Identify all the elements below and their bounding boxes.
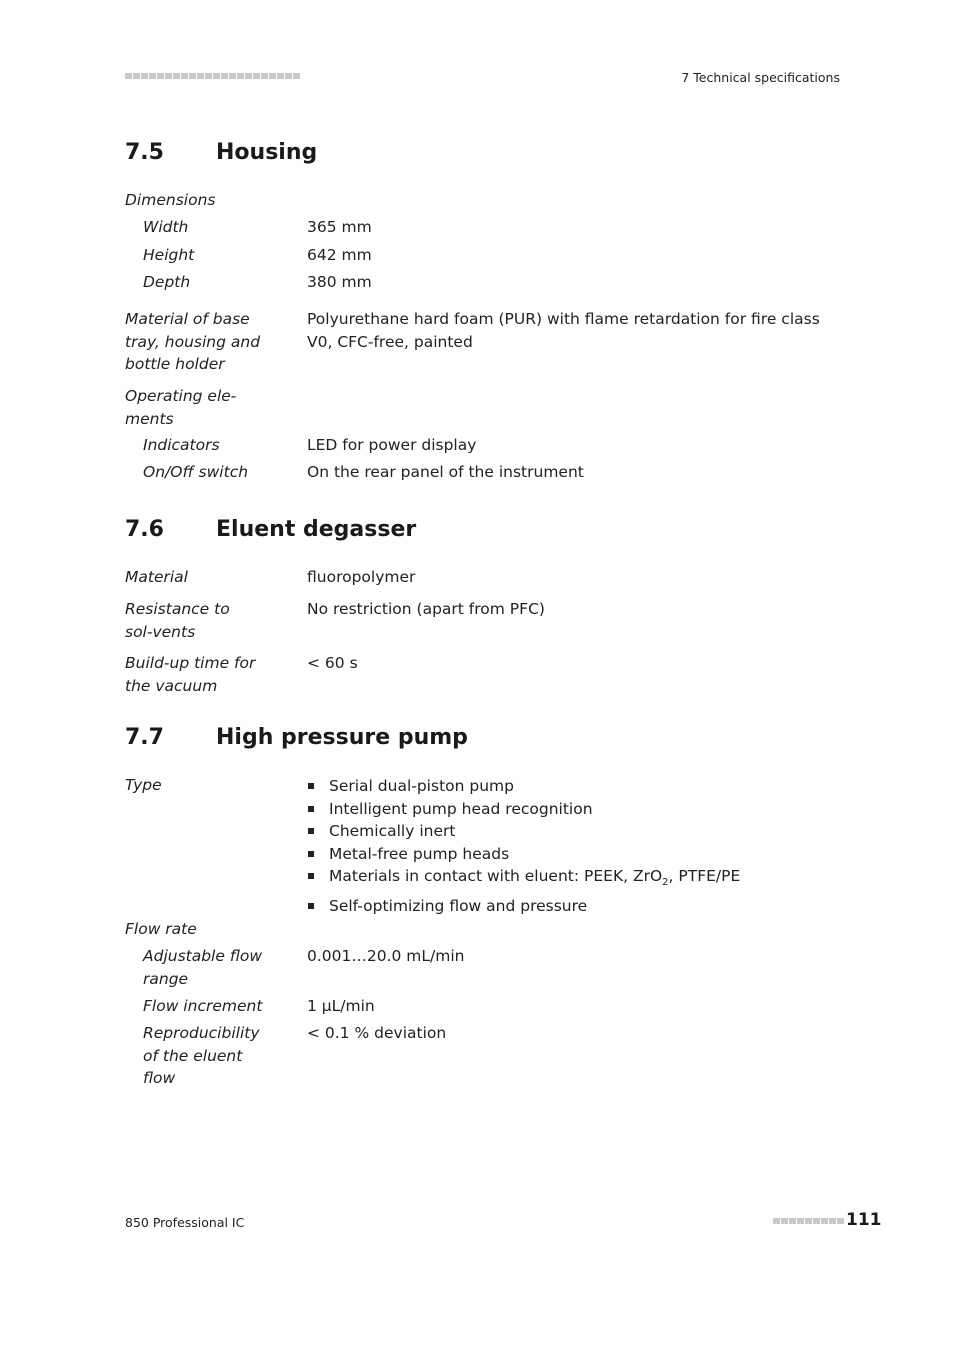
section-title: High pressure pump	[216, 725, 468, 750]
section-title: Eluent degasser	[216, 517, 417, 542]
page-number: 111	[846, 1210, 882, 1230]
spec-value-width: 365 mm	[307, 218, 372, 236]
spec-value-height: 642 mm	[307, 246, 372, 264]
type-feature-list	[307, 775, 740, 917]
spec-value-degasser-material: fluoropolymer	[307, 568, 416, 586]
spec-value-buildup-time: < 60 s	[307, 654, 358, 672]
spec-label-type: Type	[125, 776, 162, 794]
spec-label-dimensions: Dimensions	[125, 191, 216, 209]
spec-label-buildup-time: Build-up time for the vacuum	[125, 654, 256, 695]
spec-label-flow-increment: Flow increment	[143, 997, 263, 1015]
spec-value-adjustable-flow: 0.001…20.0 mL/min	[307, 947, 465, 965]
section-title: Housing	[216, 140, 318, 165]
spec-label-degasser-material: Material	[125, 568, 188, 586]
header-decoration	[125, 73, 300, 79]
spec-label-onoff-switch: On/Off switch	[143, 463, 249, 481]
section-heading-high-pressure-pump	[125, 725, 468, 750]
spec-value-indicators: LED for power display	[307, 436, 477, 454]
list-item: Intelligent pump head recognition	[307, 798, 740, 821]
spec-label-operating-elements: Operating ele-ments	[125, 387, 237, 428]
section-number: 7.5	[125, 140, 164, 165]
section-number: 7.7	[125, 725, 164, 750]
spec-value-reproducibility: < 0.1 % deviation	[307, 1024, 447, 1042]
footer-decoration	[773, 1218, 844, 1224]
spec-label-reproducibility: Reproducibility of the eluent flow	[143, 1024, 260, 1087]
list-item: Serial dual-piston pump	[307, 775, 740, 798]
spec-label-depth: Depth	[143, 273, 191, 291]
spec-value-flow-increment: 1 µL/min	[307, 997, 375, 1015]
spec-label-flow-rate: Flow rate	[125, 920, 197, 938]
footer-product-name: 850 Professional IC	[125, 1215, 245, 1230]
list-item: Chemically inert	[307, 820, 740, 843]
spec-value-depth: 380 mm	[307, 273, 372, 291]
spec-value-onoff-switch: On the rear panel of the instrument	[307, 463, 584, 481]
list-item-text-tail: , PTFE/PE	[668, 867, 741, 885]
spec-label-resistance: Resistance to sol-vents	[125, 600, 230, 641]
running-header: 7 Technical specifications	[681, 70, 840, 85]
spec-label-indicators: Indicators	[143, 436, 220, 454]
spec-value-resistance: No restriction (apart from PFC)	[307, 600, 545, 618]
subscript: 2	[662, 877, 669, 889]
list-item-text: Materials in contact with eluent: PEEK, ZrO	[329, 867, 663, 885]
section-number: 7.6	[125, 517, 164, 542]
list-item	[307, 865, 740, 895]
spec-label-adjustable-flow: Adjustable flow range	[143, 947, 263, 988]
spec-value-housing-material: Polyurethane hard foam (PUR) with flame retardation for fire class V0, CFC-free, painted	[307, 310, 820, 351]
list-item: Metal-free pump heads	[307, 843, 740, 866]
spec-label-width: Width	[143, 218, 189, 236]
section-heading-housing	[125, 140, 317, 165]
spec-label-housing-material: Material of base tray, housing and bottle holder	[125, 310, 261, 373]
list-item: Self-optimizing flow and pressure	[307, 895, 740, 918]
section-heading-eluent-degasser	[125, 517, 416, 542]
spec-label-height: Height	[143, 246, 195, 264]
